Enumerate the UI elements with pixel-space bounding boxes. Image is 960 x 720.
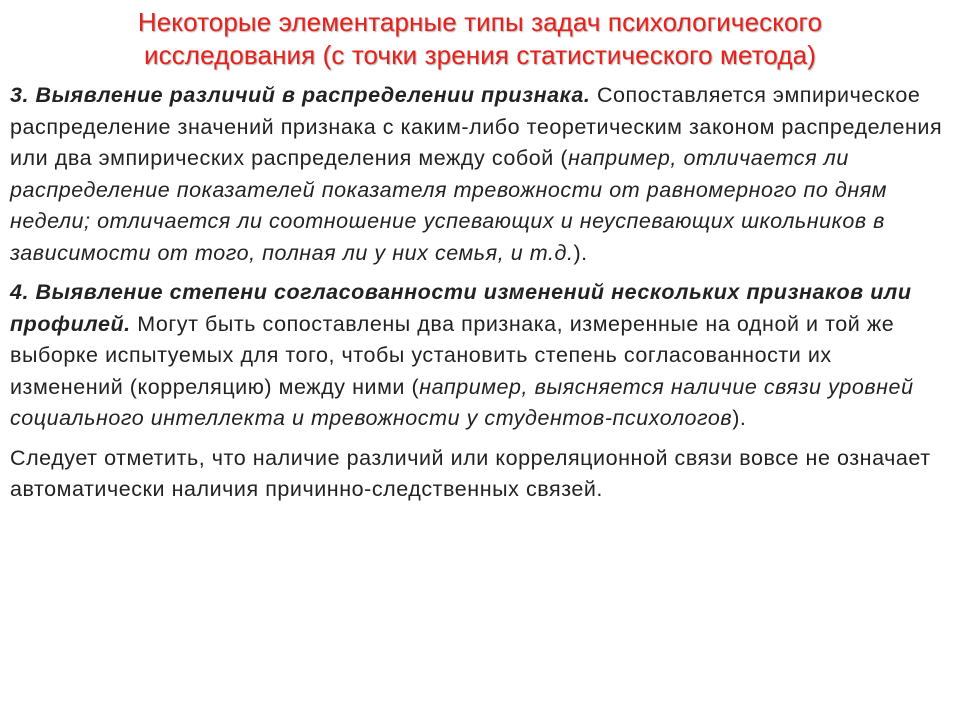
paragraph-heading: 3. Выявление различий в распределении признака. [10,83,591,107]
paragraph-text: Могут быть сопоставлены два признака, измеренные на одной и той же выборке испытуемых для того, чтобы установить степень согласованности их изменений (корреляцию) между ними ( [10,311,895,399]
paragraph-heading: 4. Выявление степени согласованности изменений нескольких признаков или профилей. [10,280,912,336]
paragraph-tail: ). [732,406,747,430]
paragraph-tail: ). [573,240,588,265]
paragraph-conclusion [10,443,945,506]
paragraph-distribution-differences [10,80,945,269]
slide-body [10,80,945,514]
paragraph-example: например, отличается ли распределение показателей показателя тревожности от равномерного по дням недели; отличается ли соотношение успевающих и неуспевающих школьников в зависимости от того, полная ли у них семья, и т.д. [10,146,888,265]
paragraph-text: Сопоставляется эмпирическое распределение значений признака с каким-либо теоретическим законом распределения или два эмпирических распределения между собой ( [10,83,943,170]
slide-title [40,6,920,72]
slide-title-line-2: исследования (с точки зрения статистического метода) [143,40,817,70]
paragraph-example: например, выясняется наличие связи уровней социального интеллекта и тревожности у студентов-психологов [10,374,914,430]
paragraph-correlation [10,277,945,435]
slide-title-line-1: Некоторые элементарные типы задач психологического [137,7,823,37]
paragraph-text: Следует отметить, что наличие различий или корреляционной связи вовсе не означает автоматически наличия причинно-следственных связей. [10,445,931,501]
